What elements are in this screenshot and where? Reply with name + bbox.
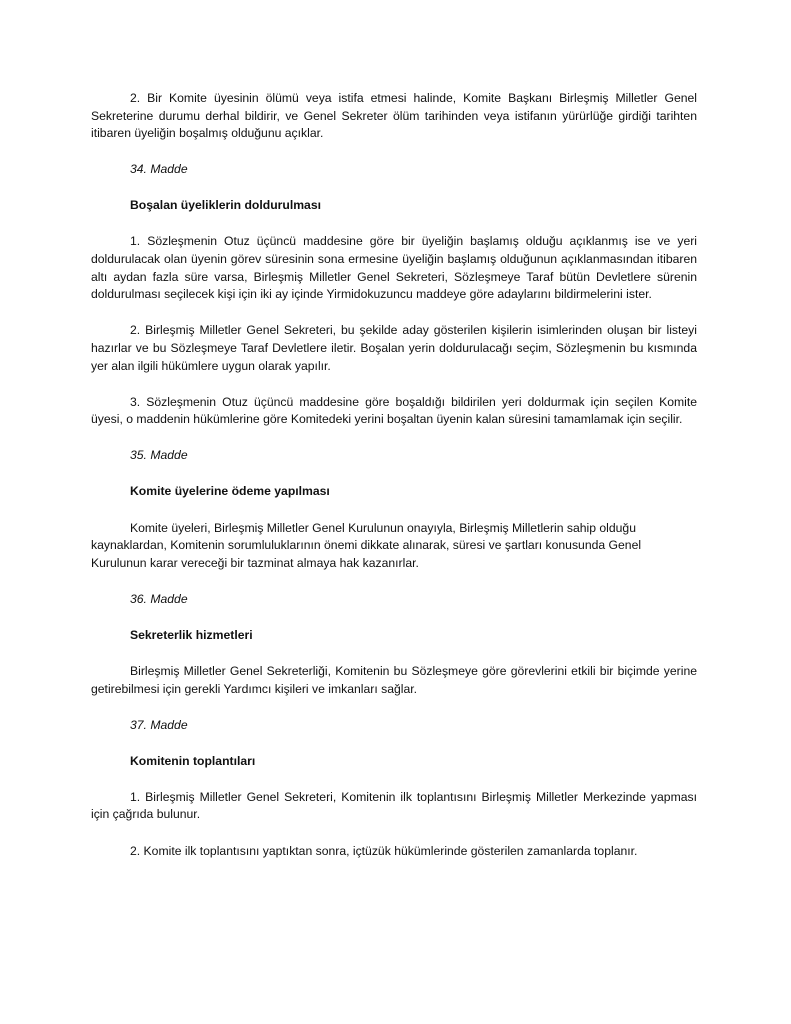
paragraph-36: Birleşmiş Milletler Genel Sekreterliği, Komitenin bu Sözleşmeye göre görevlerini etkili bir biçimde yerine getirebilmesi için gerekli Yardımcı kişileri ve imkanları sağlar. [91,663,697,696]
article-36-number: 36. Madde [130,591,188,606]
article-37-number: 37. Madde [130,717,188,732]
paragraph-35: Komite üyeleri, Birleşmiş Milletler Genel Kurulunun onayıyla, Birleşmiş Milletlerin sahip olduğu kaynaklardan, Komitenin sorumluluklarının önemi dikkate alınarak, süresi ve şartları konusunda Genel Kurulunun karar vereceği bir tazminat almaya hak kazanırlar. [91,520,642,570]
article-35-number: 35. Madde [130,448,188,463]
paragraph-37-1: 1. Birleşmiş Milletler Genel Sekreteri, Komitenin ilk toplantısını Birleşmiş Milletler Merkezinde yapması için çağrıda bulunur. [91,789,697,822]
paragraph-33-2: 2. Bir Komite üyesinin ölümü veya istifa etmesi halinde, Komite Başkanı Birleşmiş Milletler Genel Sekreterine durumu derhal bildirir, ve Genel Sekreter ölüm tarihinden veya istifanın yürürlüğe girdiği tarihten itibaren üyeliğin boşalmış olduğunu açıklar. [91,91,697,141]
article-34-number: 34. Madde [130,162,188,177]
paragraph-34-2: 2. Birleşmiş Milletler Genel Sekreteri, bu şekilde aday gösterilen kişilerin isimlerinden oluşan bir listeyi hazırlar ve bu Sözleşmeye Taraf Devletlere iletir. Boşalan yerin doldurulacağı seçim, Sözleşmenin bu kısmında yer alan ilgili hükümlere uygun olarak yapılır. [91,323,697,373]
paragraph-34-1: 1. Sözleşmenin Otuz üçüncü maddesine göre bir üyeliğin başlamış olduğu açıklanmış ise ve yeri doldurulacak olan üyenin görev süresinin sona ermesine üyeliğin başlamış olduğunun açıklanmasından itibaren altı aydan fazla süre varsa, Birleşmiş Milletler Genel Sekreteri, Sözleşmeye Taraf bütün Devletlere sürenin doldurulması seçilecek kişi için iki ay içinde Yirmidokuzuncu maddeye göre adaylarını bildirmelerini ister. [91,234,697,302]
document-page [91,90,697,860]
article-36-heading: Sekreterlik hizmetleri [130,627,253,642]
article-34-heading: Boşalan üyeliklerin doldurulması [130,198,321,213]
paragraph-34-3: 3. Sözleşmenin Otuz üçüncü maddesine göre boşaldığı bildirilen yeri doldurmak için seçilen Komite üyesi, o maddenin hükümlerine göre Komitedeki yerini boşaltan üyenin kalan süresini tamamlamak için seçilir. [91,394,697,427]
article-37-heading: Komitenin toplantıları [130,753,256,768]
paragraph-37-2: 2. Komite ilk toplantısını yaptıktan sonra, içtüzük hükümlerinde gösterilen zamanlarda toplanır. [130,843,638,858]
article-35-heading: Komite üyelerine ödeme yapılması [130,484,330,499]
